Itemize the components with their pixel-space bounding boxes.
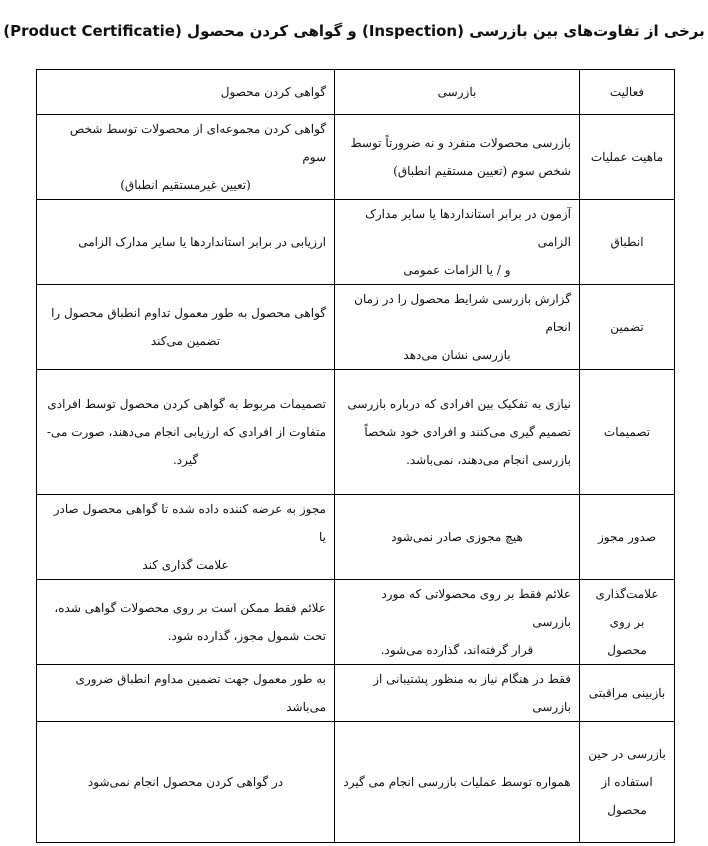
cell-line: محصول [607, 803, 647, 817]
cell-inspection [335, 200, 580, 285]
cell-line: همواره توسط عملیات بازرسی انجام می گیرد [343, 775, 571, 789]
cell-activity [580, 495, 675, 580]
table-row [37, 370, 675, 495]
table-row [37, 580, 675, 665]
cell-line: بازرسی نشان می‌دهد [403, 348, 511, 362]
cell-inspection [335, 580, 580, 665]
cell-line: ارزیابی در برابر استانداردها یا سایر مدارک الزامی [78, 235, 326, 249]
cell-line: بازرسی در حین [588, 747, 666, 761]
cell-line: بر روی محصول [607, 615, 647, 657]
header-certification: گواهی کردن محصول [37, 70, 335, 115]
cell-activity [580, 115, 675, 200]
cell-certification [37, 115, 335, 200]
table-header-row [37, 70, 675, 115]
cell-line: متفاوت از افرادی که ارزیابی انجام می‌دهند، صورت می- [46, 425, 326, 439]
cell-certification [37, 285, 335, 370]
cell-line: فقط در هنگام نیاز به منظور پشتیبانی از بازرسی [373, 672, 571, 714]
cell-line: بازرسی محصولات منفرد و نه ضرورتاً توسط [350, 136, 571, 150]
cell-inspection [335, 665, 580, 722]
cell-certification [37, 370, 335, 495]
cell-line: استفاده از [601, 775, 653, 789]
cell-activity [580, 200, 675, 285]
cell-line: صدور مجوز [597, 530, 657, 544]
table-row [37, 115, 675, 200]
table-row [37, 200, 675, 285]
cell-activity [580, 580, 675, 665]
cell-line: نیازی به تفکیک بین افرادی که درباره بازرسی [347, 397, 571, 411]
table-row [37, 495, 675, 580]
cell-activity [580, 285, 675, 370]
cell-line: در گواهی کردن محصول انجام نمی‌شود [87, 775, 284, 789]
table-row [37, 722, 675, 843]
cell-line: گواهی محصول به طور معمول تداوم انطباق محصول را [51, 306, 326, 320]
page-title: برخی از تفاوت‌های بین بازرسی (Inspection) و گواهی کردن محصول (Product Certificatie) [3, 22, 705, 40]
cell-line: تضمین می‌کند [150, 334, 221, 348]
cell-line: تصمیمات مربوط به گواهی کردن محصول توسط افرادی [47, 397, 326, 411]
cell-line: انطباق [610, 235, 644, 249]
cell-inspection [335, 285, 580, 370]
cell-certification [37, 722, 335, 843]
cell-line: (تعیین غیرمستقیم انطباق) [120, 178, 251, 192]
cell-line: علائم فقط بر روی محصولاتی که مورد بازرسی [381, 587, 571, 629]
comparison-table [36, 69, 675, 843]
header-activity: فعالیت [580, 70, 675, 115]
cell-inspection [335, 370, 580, 495]
cell-line: علامت‌گذاری [595, 587, 659, 601]
cell-activity [580, 722, 675, 843]
cell-line: تصمیم گیری می‌کنند و افرادی خود شخصاً [364, 425, 571, 439]
table-row [37, 665, 675, 722]
cell-line: مجوز به عرضه کننده داده شده تا گواهی محصول صادر یا [53, 502, 326, 544]
cell-activity [580, 370, 675, 495]
cell-line: تحت شمول مجوز، گذارده شود. [167, 629, 326, 643]
cell-line: گواهی کردن مجموعه‌ای از محصولات توسط شخص سوم [69, 122, 326, 164]
cell-line: به طور معمول جهت تضمین مداوم انطباق ضروری می‌باشد [75, 672, 326, 714]
cell-line: علائم فقط ممکن است بر روی محصولات گواهی شده، [54, 601, 326, 615]
cell-line: تضمین [610, 320, 644, 334]
cell-certification [37, 495, 335, 580]
table-row [37, 285, 675, 370]
cell-line: شخص سوم (تعیین مستقیم انطباق) [393, 164, 571, 178]
cell-line: علامت گذاری کند [142, 558, 229, 572]
cell-certification [37, 580, 335, 665]
cell-certification [37, 200, 335, 285]
cell-line: بازبینی مراقبتی [588, 686, 666, 700]
cell-inspection [335, 495, 580, 580]
cell-line: بازرسی انجام می‌دهند، نمی‌باشد. [406, 453, 571, 467]
cell-line: آزمون در برابر استانداردها یا سایر مدارک الزامی [365, 207, 571, 249]
cell-line: قرار گرفته‌اند، گذارده می‌شود. [380, 643, 534, 657]
cell-certification [37, 665, 335, 722]
cell-line: گزارش بازرسی شرایط محصول را در زمان انجام [354, 292, 571, 334]
cell-line: تصمیمات [603, 425, 651, 439]
cell-line: و / یا الزامات عمومی [403, 263, 511, 277]
header-inspection: بازرسی [335, 70, 580, 115]
cell-inspection [335, 722, 580, 843]
cell-activity [580, 665, 675, 722]
cell-inspection [335, 115, 580, 200]
cell-line: هیچ مجوزی صادر نمی‌شود [391, 530, 523, 544]
cell-line: ماهیت عملیات [590, 150, 664, 164]
cell-line: گیرد. [172, 453, 199, 467]
